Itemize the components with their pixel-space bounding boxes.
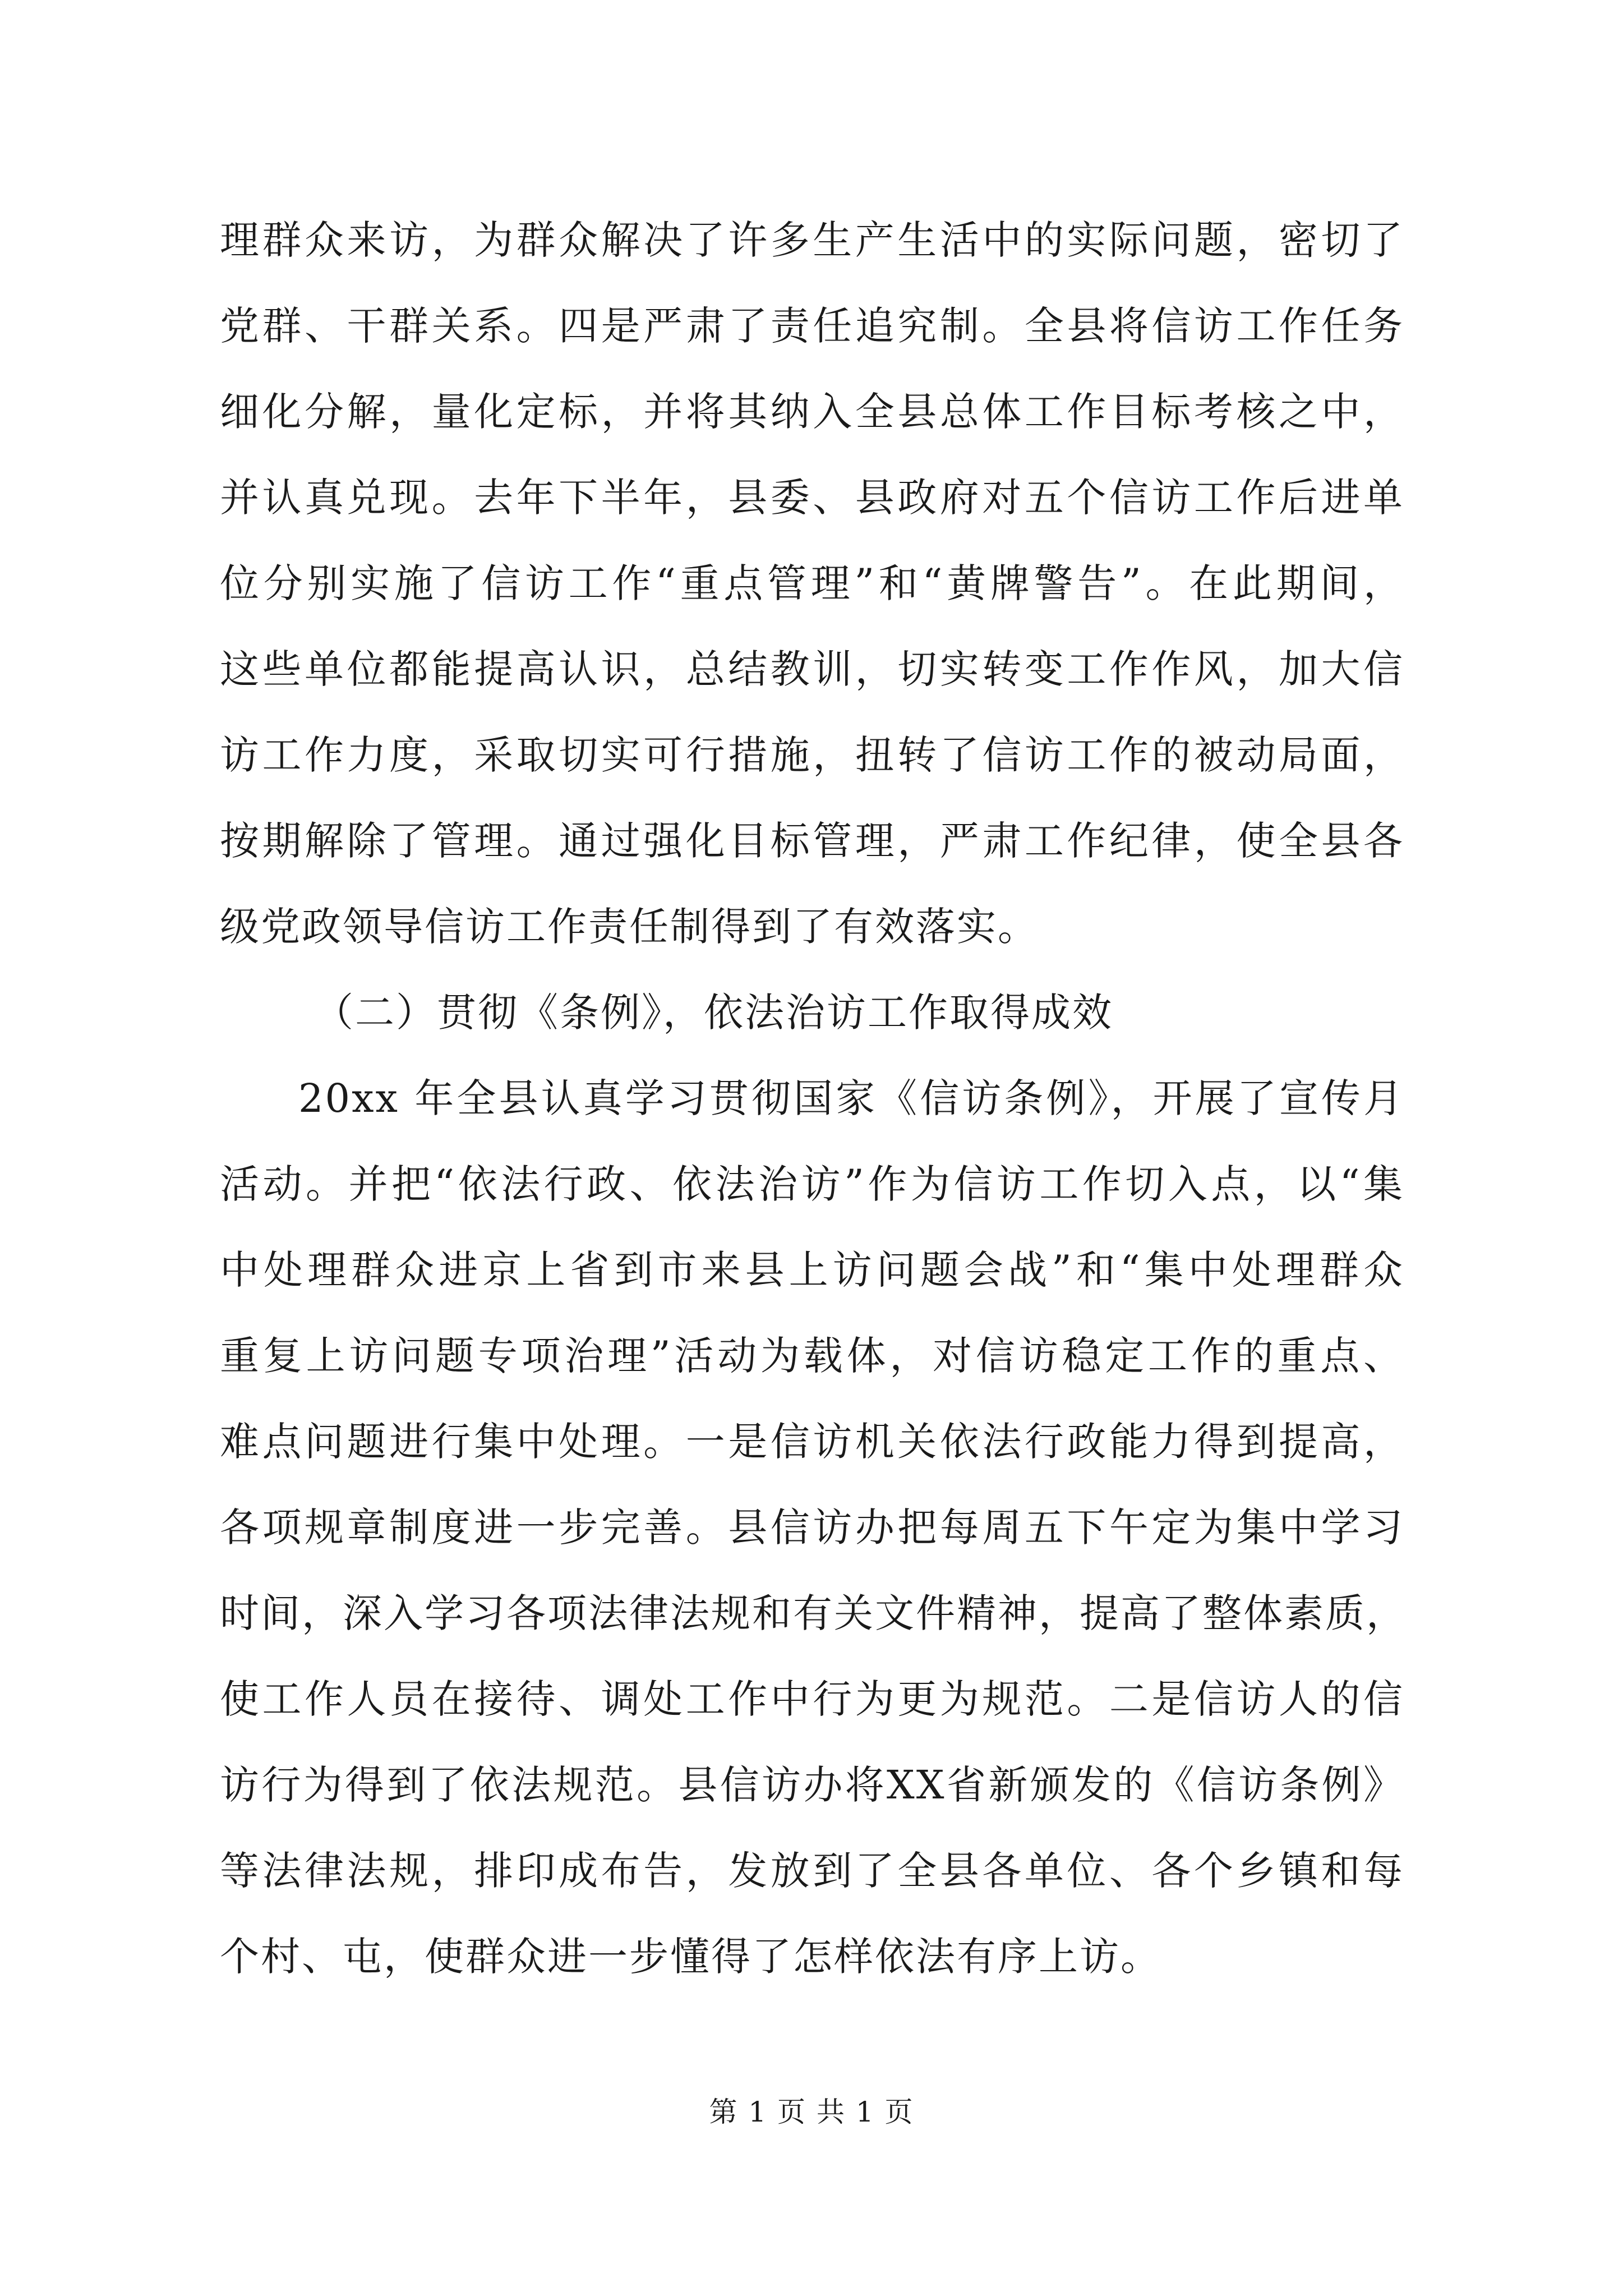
text-line: 等法律法规，排印成布告，发放到了全县各单位、各个乡镇和每 (220, 1848, 1404, 1894)
document-body (220, 197, 1407, 2000)
text-line: 中处理群众进京上省到市来县上访问题会战”和“集中处理群众 (220, 1247, 1404, 1293)
text-line: 这些单位都能提高认识，总结教训，切实转变工作作风，加大信 (220, 646, 1404, 692)
text-line: 理群众来访，为群众解决了许多生产生活中的实际问题，密切了 (220, 217, 1404, 263)
text-line: 并认真兑现。去年下半年，县委、县政府对五个信访工作后进单 (220, 475, 1404, 521)
text-line: 各项规章制度进一步完善。县信访办把每周五下午定为集中学习 (220, 1504, 1404, 1550)
text-line: 个村、屯，使群众进一步懂得了怎样依法有序上访。 (220, 1934, 1161, 1980)
page-footer: 第 1 页 共 1 页 (709, 2096, 914, 2128)
text-line: 级党政领导信访工作责任制得到了有效落实。 (220, 904, 1039, 950)
text-line: 细化分解，量化定标，并将其纳入全县总体工作目标考核之中， (220, 389, 1404, 435)
text-line: 使工作人员在接待、调处工作中行为更为规范。二是信访人的信 (220, 1676, 1404, 1722)
text-line: 难点问题进行集中处理。一是信访机关依法行政能力得到提高， (220, 1419, 1404, 1465)
text-line: 重复上访问题专项治理”活动为载体，对信访稳定工作的重点、 (220, 1333, 1404, 1379)
section-heading: （二）贯彻《条例》，依法治访工作取得成效 (314, 990, 1113, 1036)
paragraph-1 (220, 197, 1404, 970)
text-line: 20xx 年全县认真学习贯彻国家《信访条例》，开展了宣传月 (298, 1075, 1404, 1121)
text-line: 党群、干群关系。四是严肃了责任追究制。全县将信访工作任务 (220, 303, 1404, 349)
paragraph-2 (220, 1056, 1407, 2000)
text-line: 位分别实施了信访工作“重点管理”和“黄牌警告”。在此期间， (220, 560, 1404, 606)
text-line: 活动。并把“依法行政、依法治访”作为信访工作切入点，以“集 (220, 1161, 1404, 1207)
text-line: 按期解除了管理。通过强化目标管理，严肃工作纪律，使全县各 (220, 818, 1404, 864)
text-line: 访工作力度，采取切实可行措施，扭转了信访工作的被动局面， (220, 732, 1404, 778)
text-line: 访行为得到了依法规范。县信访办将XX省新颁发的《信访条例》 (220, 1762, 1404, 1808)
text-line: 时间，深入学习各项法律法规和有关文件精神，提高了整体素质， (220, 1590, 1407, 1636)
